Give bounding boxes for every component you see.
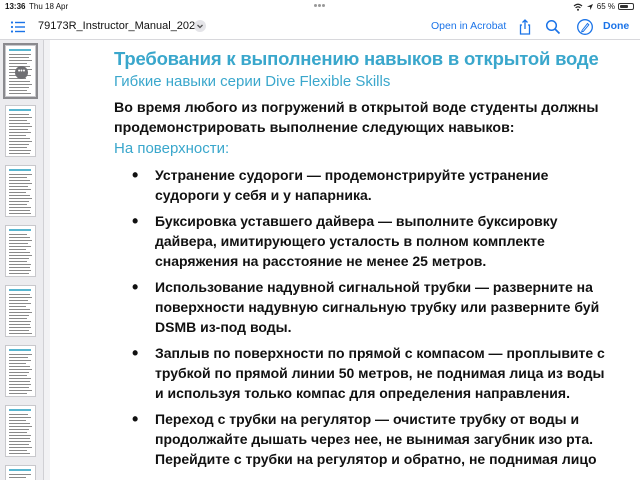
page-thumbnail[interactable] [5, 165, 36, 217]
page-thumbnail[interactable] [5, 285, 36, 337]
intro-paragraph: Во время любого из погружений в открытой воде студенты должны продемонстрировать выполнение следующих навыков: [114, 100, 599, 136]
section-heading: На поверхности: [114, 140, 230, 157]
status-indicators [573, 2, 634, 11]
thumbnail-sidebar[interactable] [0, 40, 44, 480]
page-thumbnail[interactable] [5, 225, 36, 277]
page-thumbnail[interactable] [5, 105, 36, 157]
page-title: Требования к выполнению навыков в открытой воде [114, 48, 599, 69]
list-item: • Буксировка уставшего дайвера — выполните буксировку дайвера, имитирующего усталость в полном комплекте снаряжения на расстояние не менее 25 метров. [125, 211, 605, 271]
document-title[interactable]: 79173R_Instructor_Manual_2024 [38, 20, 202, 32]
thumbnail-list-icon[interactable] [10, 19, 26, 35]
page-thumbnail[interactable] [5, 405, 36, 457]
status-date: Thu 18 Apr [29, 2, 69, 11]
open-in-acrobat-button[interactable]: Open in Acrobat [431, 20, 507, 32]
share-icon[interactable] [516, 18, 534, 36]
chevron-down-icon[interactable] [194, 20, 206, 32]
list-item: • Заплыв по поверхности по прямой с компасом — проплывите с трубкой по прямой линии 50 метров, не поднимая лица из воды и используя только компас для определения направления. [125, 343, 605, 403]
list-item: • Использование надувной сигнальной трубки — разверните на поверхности надувную сигнальную трубку или разверните буй DSMB из-под воды. [125, 277, 605, 337]
page-thumbnail[interactable] [5, 45, 36, 97]
skills-list [125, 165, 605, 475]
battery-icon [618, 3, 634, 10]
multitasking-dots[interactable] [314, 4, 328, 8]
battery-percent: 65 % [596, 2, 615, 11]
wifi-icon [573, 3, 583, 11]
page-subtitle: Гибкие навыки серии Dive Flexible Skills [114, 73, 391, 90]
page-thumbnail[interactable] [5, 465, 36, 480]
location-icon [586, 3, 594, 11]
list-item: • Устранение судороги — продемонстрируйте устранение судороги у себя и у напарника. [125, 165, 605, 205]
document-page [50, 40, 640, 480]
page-thumbnail[interactable] [5, 345, 36, 397]
list-item: • Переход с трубки на регулятор — очистите трубку от воды и продолжайте дышать через нее, не вынимая загубник изо рта. Перейдите с трубки на регулятор и обратно, не поднимая лицо [125, 409, 605, 469]
status-bar [0, 0, 640, 14]
toolbar [0, 14, 640, 40]
status-time: 13:36 [5, 2, 26, 11]
done-button[interactable]: Done [603, 20, 630, 32]
search-icon[interactable] [544, 18, 562, 36]
markup-icon[interactable] [576, 18, 594, 36]
more-options-icon[interactable]: ••• [15, 66, 28, 79]
